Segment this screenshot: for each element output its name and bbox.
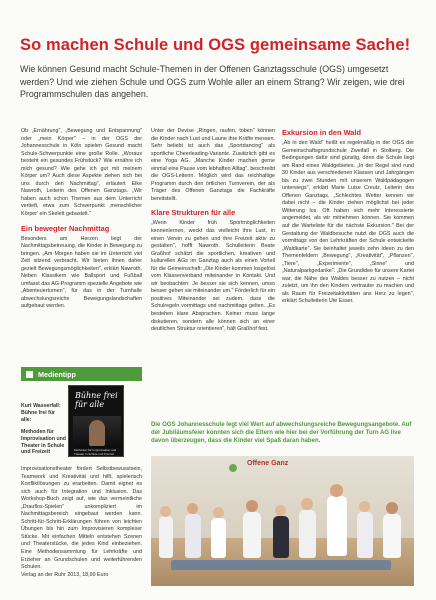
subheading-bewegter-nachmittag: Ein bewegter Nachmittag (21, 223, 110, 233)
child-figure (273, 516, 289, 558)
subheading-klare-strukturen: Klare Strukturen für alle (151, 208, 236, 218)
medientipp-description: Improvisationstheater fördert Selbstbewusstsein, Teamwork und Kreativität und hilft, spielerisch Konfliktlösungen zu erarbeiten. Damit eignet es sich auch für Integration und Inklusion. Das Workshop-Buch zeigt auf, wie das vermeintliche „Drauflos-Spielen" unkompliziert im Nachmittagsbereich eingebaut werden kann. Schritt-für-Schritt-Erklärungen führen von leichten Übungen bis hin zum Improvisieren komplexer Stücke. Mit einfachen Mitteln entstehen Szenen und Theaterstücke, die jedes Kind einbeziehen. Eine Methodensammlung für Lehrkräfte und Erzieher an Grundschulen und weiterführenden Schulen. (21, 466, 142, 571)
child-head (160, 506, 171, 517)
book-cover (68, 385, 124, 457)
photo-gymnastics (151, 456, 414, 586)
col1-paragraph-2: Besonders am Herzen liegt der Nachmittagsbetreuung, die Kinder in Bewegung zu bringen. „Am Morgen haben sie im Unterricht viel Zeit sitzend verbracht. Wir bieten ihnen daher gezielt Bewegungsmöglichkeiten", erklärt Nawroth. Neben Klassikern wie Ballsport und Fußball umfasst das AG-Programm spezielle Angebote wie „Abenteuerturnen", für das in der Turnhalle abwechslungsreiche Bewegungslandschaften aufgebaut werden. (21, 235, 142, 310)
medientipp-label: Medientipp (38, 370, 76, 379)
col2-paragraph-2: „Wenn Kinder früh Sportmöglichkeiten kennenlernen, weckt das vielleicht ihre Lust, in einen Verein zu gehen und ihre Freizeit aktiv zu gestalten", hofft Nawroth. Schulleiterin Beate Graßhof schätzt die sportlichen, kreativen und kulturellen AGs im Ganztag auch als einen Vorteil für die Gemeinschaft: „Die Kinder kommen losgelöst vom Klassenverband miteinander in Kontakt. Und wir beobachten: Je besser sie sich kennen, umso besser gehen sie miteinander um." Förderlich für ein positives Miteinander sei zudem, dass die Schulregeln vormittags und nachmittags gelten. „Es bestehen klare Absprachen. Keiner muss lange diskutieren, sondern alle können sich an einer deutlichen Struktur orientieren", hält Graßhof fest. (151, 220, 275, 333)
child-head (246, 500, 258, 512)
subheading-exkursion-wald: Exkursion in den Wald (282, 128, 361, 137)
child-figure (211, 518, 226, 558)
column-1 (21, 128, 142, 311)
gym-mat (171, 560, 391, 570)
child-head (330, 484, 343, 497)
lead-paragraph (20, 63, 420, 101)
col3-paragraph-1: „Ab in den Wald" heißt es regelmäßig in der OGS der Gemeinschaftsgrundschule Zweifall in Stolberg. Die Bedingungen dafür sind günstig, denn die Schule liegt am Rand eines Waldgebietes. „In der Regel sind rund 30 Kinder aus verschiedenen Klassen und Jahrgängen bis zu zwei Stunden mit unserem Waldpädagogen unterwegs", erklärt Marie Luise Creutz, Leiterin des Offenen Ganztags. „Schlechtes Wetter kennen wir dabei nicht – die Kinder ziehen möglichst bei jeder Witterung los. Oft haben sich mehr Interessierte angemeldet, als wir mitnehmen können. Sie kommen auf die Warteliste für die nächste Exkursion." Bei der Gestaltung der Waldbesuche nutzt die OGS auch die vormittags von den Lehrkräften der Schule entwickelte „Waldkarte". Sie beinhaltet jeweils zehn Ideen zu den Themenfeldern „Bewegung", „Kreativität", „Pflanzen", „Tiere", „Experimente", „Sinne" und „Naturalparkgedanke". „Die Grundidee für unsere Kartei war, die Nähe des Waldes besser zu nutzen – nicht zuletzt, um ihn den Kindern vertrauter zu machen und als Raum für Freizeitaktivitäten ans Herz zu legen", erklärt Schulleiterin Ute Esser. (282, 140, 414, 305)
child-head (386, 502, 398, 514)
child-head (187, 503, 198, 514)
col1-paragraph-1: Ob „Ernährung", „Bewegung und Entspannung" oder „mein Körper" – in der OGS der Johannesschule in Köln spielen Gesund macht Schule-Schwerpunkte eine große Rolle. „Woraus besteht ein gesundes Frühstück? Wie ernähre ich mich gesund? Wie gehe ich gut mit meinem Körper um? Auch diese Aspekte ziehen sich bei uns durch den Nachmittag", erläutert Elke Nawroth, Leiterin des Offenen Ganztags. „Wir haben auch schon Themen aus dem Unterricht vertieft, etwa zum Schwerpunkt ‚menschlicher Körper' ein Skelett gebastelt." (21, 128, 142, 218)
child-figure (243, 512, 261, 558)
child-figure (357, 512, 373, 558)
child-head (301, 498, 313, 510)
performer-figure-icon (89, 420, 105, 446)
book-info (21, 403, 66, 456)
col2-paragraph-1: Unter der Devise „Ringen, raufen, toben" können die Kinder nach Lust und Laune ihre Kräfte messen. Sehr beliebt ist auch das „Sportdancing" als sportliche Cheerleading-Variante. Zusätzlich gibt es eine Yoga AG. „Manche Kinder machen gerne einmal eine Pause vom lebhaften Alltag", beschreibt die OGS-Leiterin. Möglich wird das reichhaltige Programm durch den örtlichen Turnverein, der als Träger des Offenen Ganztags die Fachkräfte bereitstellt. (151, 128, 275, 202)
book-title-line: Bühne frei für alle: (21, 409, 56, 423)
child-head (359, 501, 370, 512)
book-cover-subtitle: Methoden für Improvisation und Theater in Schule und Freizeit (74, 448, 117, 456)
medientipp-text (21, 466, 142, 579)
column-3 (282, 128, 414, 306)
lead-text: Wie können Gesund macht Schule-Themen in der Offenen Ganztagsschule (OGS) umgesetzt werden? Und wie ziehen Schule und OGS zum Wohle aller an einem Strang? Wir zeigen, wie drei Programmschulen das angehen. (20, 64, 405, 99)
photo-caption: Die OGS Johannesschule legt viel Wert auf abwechslungsreiche Bewegungsangebote. Auf der Jubiläumsfeier konnten sich die Eltern wie hier bei der Vorführung der Turn AG live davon überzeugen, dass die Kinder viel Spaß daran haben. (151, 422, 412, 444)
child-head (213, 507, 224, 518)
medientipp-header (21, 367, 142, 381)
book-cover-title: Bühne frei für alle (75, 391, 118, 409)
medientipp-publisher: Verlag an der Ruhr 2013, 18,99 Euro (21, 571, 109, 578)
child-figure (159, 516, 173, 558)
photo-sign: Offene Ganz (247, 460, 289, 467)
column-2 (151, 128, 275, 334)
square-bullet-icon (26, 371, 33, 378)
page-title: So machen Schule und OGS gemeinsame Sache! (20, 36, 411, 54)
child-figure (299, 510, 316, 558)
plant-icon (229, 464, 237, 472)
book-subtitle: Methoden für Improvisation und Theater in Schule und Freizeit (21, 428, 66, 456)
child-figure (185, 514, 201, 558)
book-author: Kurt Wasserfall: (21, 403, 61, 409)
child-figure (383, 514, 401, 558)
child-figure (327, 496, 347, 556)
child-head (275, 505, 286, 516)
